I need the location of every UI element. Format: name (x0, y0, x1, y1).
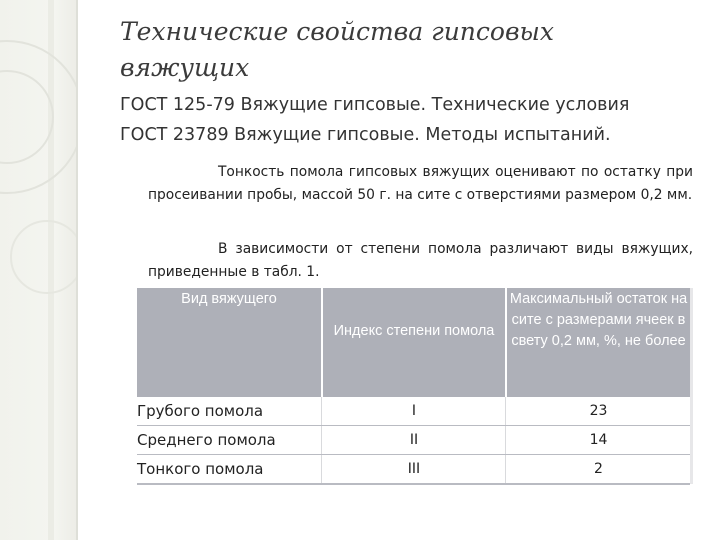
table-row (137, 426, 690, 455)
title-line-1: Технические свойства гипсовых (120, 17, 554, 46)
slide-title (120, 14, 680, 86)
table-header (137, 288, 690, 397)
column-divider (505, 397, 506, 426)
strip-edge (76, 0, 78, 540)
column-divider (321, 426, 322, 455)
paragraph-grinding-fineness (148, 161, 693, 207)
cell-max-residue: 14 (589, 432, 608, 448)
cell-grind-index: III (407, 461, 421, 477)
column-divider (505, 426, 506, 455)
cell-binder-type: Тонкого помола (137, 460, 264, 478)
decorative-side-strip (0, 0, 78, 540)
gost-references (120, 90, 710, 150)
title-line-2: вяжущих (120, 53, 250, 82)
cell-binder-type: Грубого помола (137, 402, 264, 420)
cell-grind-index: II (409, 432, 419, 448)
header-binder-type: Вид вяжущего (181, 291, 277, 307)
cell-max-residue: 23 (589, 403, 608, 419)
column-divider (321, 455, 322, 484)
header-max-residue: Максимальный остаток на сите с размерами ячеек в свету 0,2 мм, %, не более (509, 291, 688, 349)
table-row (137, 397, 690, 426)
header-divider (321, 288, 323, 397)
row-divider (137, 483, 690, 485)
cell-binder-type: Среднего помола (137, 431, 276, 449)
table-shadow (690, 288, 693, 484)
paragraph-1-text: Тонкость помола гипсовых вяжущих оценивают по остатку при просеивании пробы, массой 50 г. на сите с отверстиями размером 0,2 мм. (148, 164, 693, 203)
table-row (137, 455, 690, 484)
gost-line-1: ГОСТ 125-79 Вяжущие гипсовые. Технические условия (120, 95, 630, 115)
paragraph-2-text: В зависимости от степени помола различают виды вяжущих, приведенные в табл. 1. (148, 241, 693, 280)
header-grind-index: Индекс степени помола (333, 323, 495, 339)
gost-line-2: ГОСТ 23789 Вяжущие гипсовые. Методы испытаний. (120, 125, 611, 145)
cell-grind-index: I (411, 403, 417, 419)
decorative-ring (10, 220, 78, 294)
paragraph-binder-types (148, 238, 693, 284)
cell-max-residue: 2 (594, 461, 603, 477)
column-divider (321, 397, 322, 426)
column-divider (505, 455, 506, 484)
